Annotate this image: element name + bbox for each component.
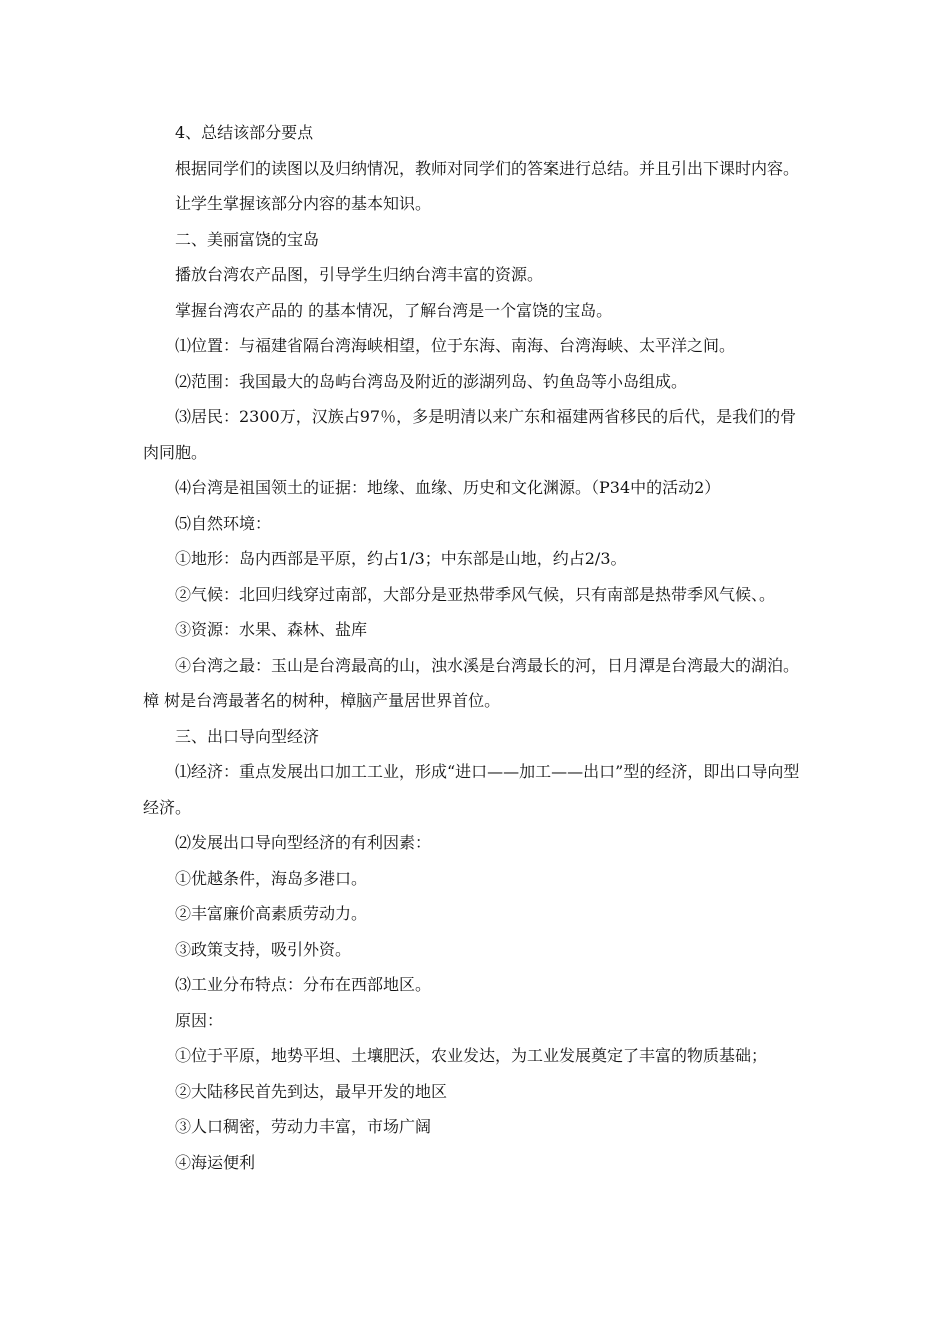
list-item: ⑴经济：重点发展出口加工工业，形成“进口——加工——出口”型的经济，即出口导向型经济。 [143, 762, 800, 817]
list-item: ⑷台湾是祖国领土的证据：地缘、血缘、历史和文化渊源。（P34中的活动2） [175, 478, 721, 497]
list-item: ⑶工业分布特点：分布在西部地区。 [175, 975, 432, 994]
section-heading: 三、出口导向型经济 [175, 726, 320, 746]
list-item: ②气候：北回归线穿过南部，大部分是亚热带季风气候，只有南部是热带季风气候、。 [175, 584, 776, 604]
list-item: ⑴位置：与福建省隔台湾海峡相望，位于东海、南海、台湾海峡、太平洋之间。 [175, 336, 736, 355]
section-heading: 二、美丽富饶的宝岛 [175, 229, 320, 249]
paragraph: 播放台湾农产品图，引导学生归纳台湾丰富的资源。 [175, 265, 544, 284]
list-item: ⑸自然环境： [175, 513, 272, 533]
list-item: ③政策支持，吸引外资。 [175, 939, 352, 959]
list-item: ②丰富廉价高素质劳动力。 [175, 904, 368, 923]
list-item: ②大陆移民首先到达，最早开发的地区 [175, 1081, 448, 1101]
paragraph: 原因： [175, 1010, 224, 1030]
paragraph: 4、总结该部分要点 [175, 123, 314, 142]
list-item: ④海运便利 [175, 1152, 256, 1172]
list-item: ①地形：岛内西部是平原，约占1/3；中东部是山地，约占2/3。 [175, 549, 627, 568]
document-body [143, 115, 807, 1180]
paragraph: 让学生掌握该部分内容的基本知识。 [175, 194, 432, 213]
list-item: ⑶居民：2300万，汉族占97％，多是明清以来广东和福建两省移民的后代，是我们的骨肉同胞。 [143, 407, 797, 462]
list-item: ③资源：水果、森林、盐库 [175, 620, 368, 639]
list-item: ①优越条件，海岛多港口。 [175, 868, 368, 888]
list-item: ④台湾之最：玉山是台湾最高的山，浊水溪是台湾最长的河，日月潭是台湾最大的湖泊。樟 树是台湾最著名的树种，樟脑产量居世界首位。 [143, 655, 800, 710]
paragraph: 掌握台湾农产品的 的基本情况，了解台湾是一个富饶的宝岛。 [175, 300, 613, 320]
list-item: ③人口稠密，劳动力丰富，市场广阔 [175, 1117, 432, 1136]
list-item: ⑵范围：我国最大的岛屿台湾岛及附近的澎湖列岛、钓鱼岛等小岛组成。 [175, 371, 688, 391]
paragraph: 根据同学们的读图以及归纳情况，教师对同学们的答案进行总结。并且引出下课时内容。 [175, 158, 800, 178]
list-item: ①位于平原，地势平坦、土壤肥沃，农业发达，为工业发展奠定了丰富的物质基础； [175, 1046, 768, 1065]
list-item: ⑵发展出口导向型经济的有利因素： [175, 833, 432, 852]
